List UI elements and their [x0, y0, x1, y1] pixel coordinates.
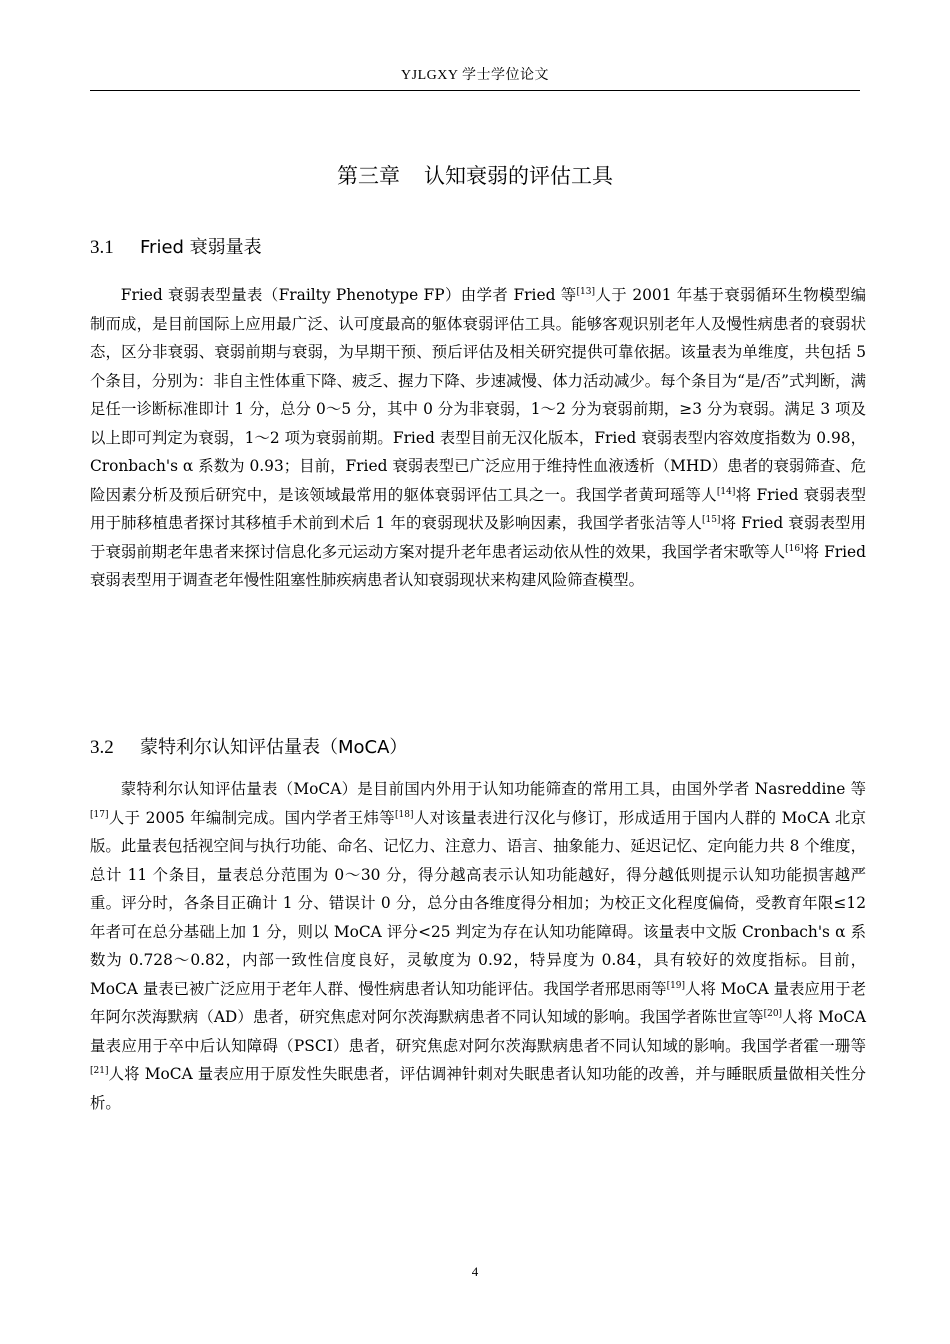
section-title: 蒙特利尔认知评估量表（MoCA）	[140, 737, 408, 758]
paragraph-text: 人将 MoCA 量表应用于老年阿尔茨海默病（AD）患者，研究焦虑对阿尔茨海默病患者不同认知域的影响。我国学者陈世宣等	[90, 979, 867, 1027]
section-3-1-paragraph	[90, 281, 866, 595]
paragraph-text: 人将 MoCA 量表应用于原发性失眠患者，评估调神针刺对失眠患者认知功能的改善，并与睡眠质量做相关性分析。	[90, 1065, 866, 1113]
citation-superscript: [20]	[763, 1009, 783, 1020]
section-number: 3.1	[90, 237, 114, 258]
section-number: 3.2	[90, 737, 114, 758]
citation-superscript: [19]	[666, 980, 686, 991]
citation-superscript: [14]	[716, 486, 736, 497]
chapter-name: 认知衰弱的评估工具	[424, 164, 613, 188]
paragraph-text: 人对该量表进行汉化与修订，形成适用于国内人群的 MoCA 北京版。此量表包括视空间与执行功能、命名、记忆力、注意力、语言、抽象能力、延迟记忆、定向能力共 8 个维度，总计 11 个条目，量表总分范围为 0～30 分，得分越高表示认知功能越好，得分越低则提示认知功能损害越严重。评分时，各条目正确计 1 分、错误计 0 分，总分由各维度得分相加；为校正文化程度偏倚，受教育年限≤12 年者可在总分基础上加 1 分，则以 MoCA 评分<25 判定为存在认知功能障碍。该量表中文版 Cronbach's α 系数为 0.728～0.82，内部一致性信度良好，灵敏度为 0.92，特异度为 0.84，具有较好的效度指标。目前，MoCA 量表已被广泛应用于老年人群、慢性病患者认知功能评估。我国学者邢思雨等	[90, 808, 867, 998]
citation-superscript: [18]	[395, 809, 414, 820]
chapter-number: 第三章	[337, 164, 400, 188]
page-number: 4	[471, 1264, 479, 1279]
citation-superscript: [21]	[90, 1066, 109, 1077]
paragraph-text: 将 Fried 衰弱表型用于衰弱前期老年患者来探讨信息化多元运动方案对提升老年患者运动依从性的效果，我国学者宋歌等人	[90, 514, 867, 561]
section-heading-3-2	[90, 733, 860, 759]
paragraph-text: 人于 2001 年基于衰弱循环生物模型编制而成，是目前国际上应用最广泛、认可度最高的躯体衰弱评估工具。能够客观识别老年人及慢性病患者的衰弱状态，区分非衰弱、衰弱前期与衰弱，为早期干预、预后评估及相关研究提供可靠依据。该量表为单维度，共包括 5 个条目，分别为：非自主性体重下降、疲乏、握力下降、步速减慢、体力活动减少。每个条目为“是/否”式判断，满足任一诊断标准即计 1 分，总分 0～5 分，其中 0 分为非衰弱，1～2 分为衰弱前期，≥3 分为衰弱。满足 3 项及以上即可判定为衰弱，1～2 项为衰弱前期。Fried 表型目前无汉化版本，Fried 衰弱表型内容效度指数为 0.98，Cronbach's α 系数为 0.93；目前，Fried 衰弱表型已广泛应用于维持性血液透析（MHD）患者的衰弱筛查、危险因素分析及预后研究中，是该领域最常用的躯体衰弱评估工具之一。我国学者黄珂瑶等人	[90, 286, 866, 504]
paragraph-text: 蒙特利尔认知评估量表（MoCA）是目前国内外用于认知功能筛查的常用工具，由国外学者 Nasreddine 等	[120, 780, 866, 798]
citation-superscript: [17]	[90, 809, 109, 820]
paragraph-text: 人于 2005 年编制完成。国内学者王炜等	[108, 808, 395, 827]
citation-superscript: [15]	[701, 515, 721, 526]
citation-superscript: [16]	[785, 543, 804, 554]
chapter-title	[90, 160, 860, 190]
citation-superscript: [13]	[576, 287, 596, 297]
section-title: Fried 衰弱量表	[140, 237, 262, 258]
paragraph-text: Fried 衰弱表型量表（Frailty Phenotype FP）由学者 Fried 等	[120, 286, 577, 304]
paragraph-text: 将 Fried 衰弱表型用于肺移植患者探讨其移植手术前到术后 1 年的衰弱现状及影响因素，我国学者张洁等人	[90, 485, 866, 533]
paragraph-text: 人将 MoCA 量表应用于卒中后认知障碍（PSCI）患者，研究焦虑对阿尔茨海默病患者不同认知域的影响。我国学者霍一珊等	[90, 1008, 866, 1055]
running-header: YJLGXY 学士学位论文	[90, 64, 860, 91]
paragraph-text: 将 Fried 衰弱表型用于调查老年慢性阻塞性肺疾病患者认知衰弱现状来构建风险筛查模型。	[90, 542, 866, 590]
section-3-2-paragraph	[90, 775, 866, 1118]
section-heading-3-1	[90, 233, 860, 259]
